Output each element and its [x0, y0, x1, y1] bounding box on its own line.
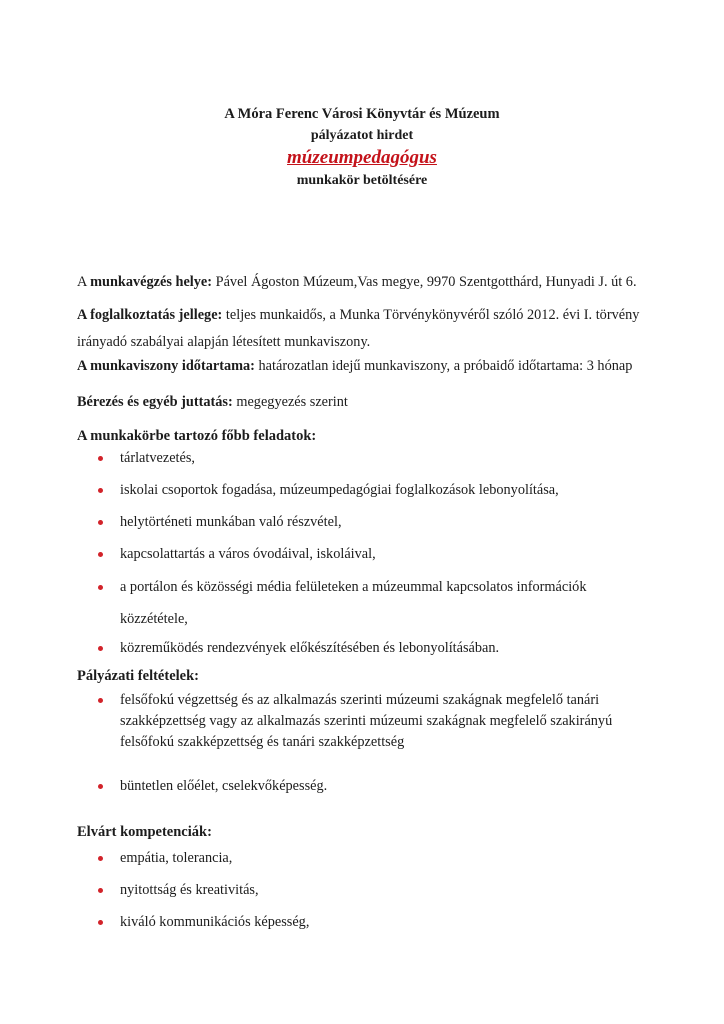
list-item [98, 690, 678, 753]
task-text: helytörténeti munkában való részvétel, [120, 514, 342, 530]
bullet-icon [98, 520, 103, 525]
competency-text: nyitottság és kreativitás, [120, 882, 259, 898]
task-text: a portálon és közösségi média felületeken a múzeummal kapcsolatos információk [120, 579, 587, 595]
employment-type-value-1: teljes munkaidős, a Munka Törvénykönyvéről szóló 2012. évi I. törvény [222, 307, 640, 323]
competency-text: kiváló kommunikációs képesség, [120, 914, 310, 930]
bullet-icon [98, 552, 103, 557]
task-text: közzététele, [120, 611, 188, 627]
institution-name: A Móra Ferenc Városi Könyvtár és Múzeum [224, 106, 500, 122]
salary-field [77, 392, 677, 412]
list-item [98, 544, 678, 564]
list-item [98, 912, 678, 932]
tasks-list [98, 448, 678, 658]
announcement-header [0, 104, 724, 192]
announcement-purpose: munkakör betöltésére [296, 173, 428, 188]
announcement-line: pályázatot hirdet [310, 128, 414, 143]
conditions-list-2 [98, 776, 678, 796]
position-title: múzeumpedagógus [287, 147, 437, 168]
list-item [98, 880, 678, 900]
employment-type-value-2: irányadó szabályai alapján létesített munkaviszony. [77, 334, 371, 350]
list-item-continuation [98, 609, 678, 629]
employment-type-label: A foglalkoztatás jellege: [77, 307, 223, 323]
workplace-value: Pável Ágoston Múzeum,Vas megye, 9970 Szentgotthárd, Hunyadi J. út 6. [212, 274, 637, 290]
conditions-list [98, 690, 678, 753]
competencies-list [98, 848, 678, 932]
competencies-heading: Elvárt kompetenciák: [77, 824, 212, 840]
bullet-icon [98, 646, 103, 651]
salary-value: megegyezés szerint [232, 394, 348, 410]
bullet-icon [98, 488, 103, 493]
workplace-prefix: A [77, 274, 91, 290]
list-item [98, 848, 678, 868]
employment-type-field [77, 305, 677, 325]
duration-value: határozatlan idejű munkaviszony, a próbaidő időtartama: 3 hónap [254, 358, 633, 374]
bullet-icon [98, 888, 103, 893]
condition-line: felsőfokú szakképzettség és tanári szakképzettség [120, 734, 405, 750]
task-text: kapcsolattartás a város óvodáival, iskoláival, [120, 546, 376, 562]
duration-label: A munkaviszony időtartama: [77, 358, 255, 374]
task-text: iskolai csoportok fogadása, múzeumpedagógiai foglalkozások lebonyolítása, [120, 482, 559, 498]
list-item [98, 512, 678, 532]
list-item [98, 480, 678, 500]
task-text: tárlatvezetés, [120, 450, 196, 466]
workplace-field [77, 272, 677, 292]
duration-field [77, 356, 677, 376]
conditions-heading: Pályázati feltételek: [77, 668, 199, 684]
condition-line: felsőfokú végzettség és az alkalmazás szerinti múzeumi szakágnak megfelelő tanári [120, 692, 600, 708]
condition-text: büntetlen előélet, cselekvőképesség. [120, 778, 328, 794]
bullet-icon [98, 784, 103, 789]
workplace-label: munkavégzés helye: [90, 274, 213, 290]
bullet-icon [98, 585, 103, 590]
employment-type-continuation [77, 332, 677, 352]
task-text: közreműködés rendezvények előkészítésében és lebonyolításában. [120, 640, 500, 656]
salary-label: Bérezés és egyéb juttatás: [77, 394, 233, 410]
tasks-heading: A munkakörbe tartozó főbb feladatok: [77, 428, 317, 444]
list-item [98, 448, 678, 468]
competency-text: empátia, tolerancia, [120, 850, 233, 866]
bullet-icon [98, 920, 103, 925]
bullet-icon [98, 456, 103, 461]
bullet-icon [98, 698, 103, 703]
list-item [98, 577, 678, 597]
list-item [98, 776, 678, 796]
condition-line: szakképzettség vagy az alkalmazás szerinti múzeumi szakágnak megfelelő szakirányú [120, 713, 613, 729]
bullet-icon [98, 856, 103, 861]
list-item [98, 638, 678, 658]
